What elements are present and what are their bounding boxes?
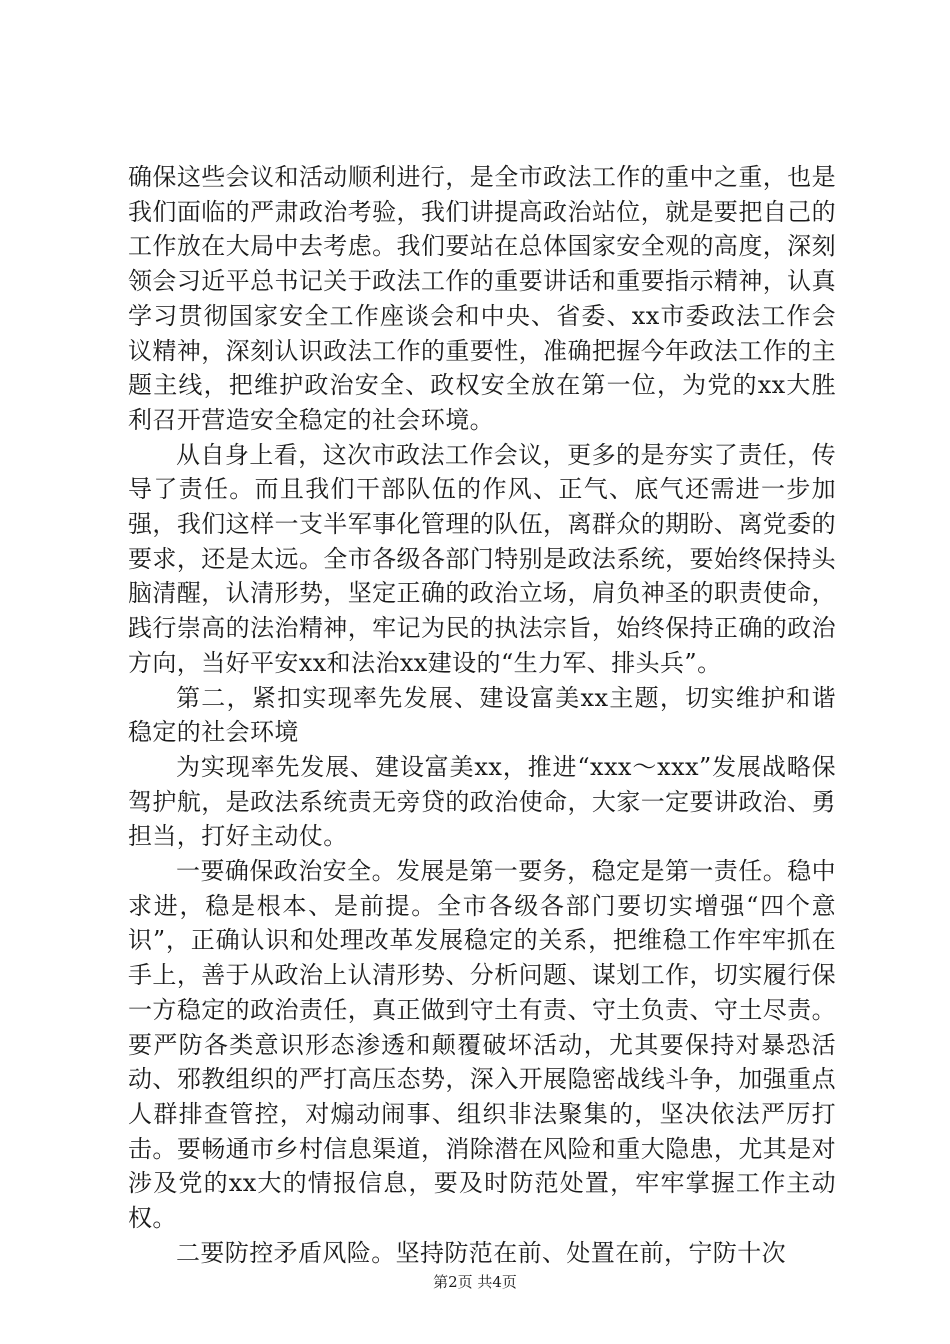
paragraph-2: 从自身上看，这次市政法工作会议，更多的是夯实了责任，传导了责任。而且我们干部队伍的作风、正气、底气还需进一步加强，我们这样一支半军事化管理的队伍，离群众的期盼、离党委的要求，还是太远。全市各级各部门特别是政法系统，要始终保持头脑清醒，认清形势，坚定正确的政治立场，肩负神圣的职责使命，践行崇高的法治精神，牢记为民的执法宗旨，始终保持正确的政治方向，当好平安xx和法治xx建设的“生力军、排头兵”。 [128, 440, 836, 677]
paragraph-1: 确保这些会议和活动顺利进行，是全市政法工作的重中之重，也是我们面临的严肃政治考验，我们讲提高政治站位，就是要把自己的工作放在大局中去考虑。我们要站在总体国家安全观的高度，深刻领会习近平总书记关于政法工作的重要讲话和重要指示精神，认真学习贯彻国家安全工作座谈会和中央、省委、xx市委政法工作会议精神，深刻认识政法工作的重要性，准确把握今年政法工作的主题主线，把维护政治安全、政权安全放在第一位，为党的xx大胜利召开营造安全稳定的社会环境。 [128, 163, 836, 434]
paragraph-4: 为实现率先发展、建设富美xx，推进“xxx～xxx”发展战略保驾护航，是政法系统责无旁贷的政治使命，大家一定要讲政治、勇担当，打好主动仗。 [128, 752, 836, 851]
page-number-footer: 第2页 共4页 [433, 1273, 517, 1291]
section-heading-second: 第二，紧扣实现率先发展、建设富美xx主题，切实维护和谐稳定的社会环境 [128, 683, 836, 747]
paragraph-6: 二要防控矛盾风险。坚持防范在前、处置在前，宁防十次 [176, 1238, 786, 1267]
document-body [128, 160, 836, 1271]
paragraph-5: 一要确保政治安全。发展是第一要务，稳定是第一责任。稳中求进，稳是根本、是前提。全市各级各部门要切实增强“四个意识”，正确认识和处理改革发展稳定的关系，把维稳工作牢牢抓在手上，善于从政治上认清形势、分析问题、谋划工作，切实履行保一方稳定的政治责任，真正做到守土有责、守土负责、守土尽责。要严防各类意识形态渗透和颠覆破坏活动，尤其要保持对暴恐活动、邪教组织的严打高压态势，深入开展隐密战线斗争，加强重点人群排查管控，对煽动闹事、组织非法聚集的，坚决依法严厉打击。要畅通市乡村信息渠道，消除潜在风险和重大隐患，尤其是对涉及党的xx大的情报信息，要及时防范处置，牢牢掌握工作主动权。 [128, 857, 836, 1233]
